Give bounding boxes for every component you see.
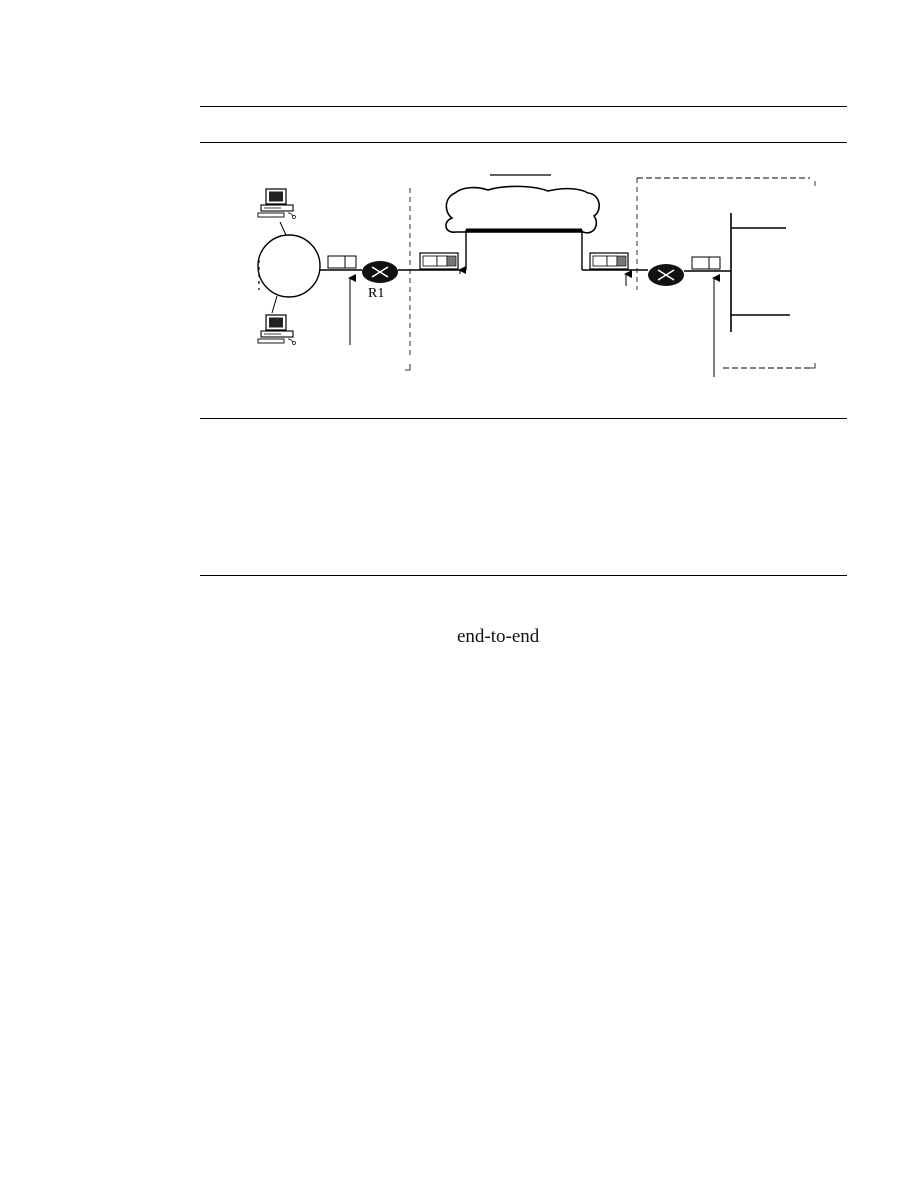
computer-top-icon [258, 189, 296, 219]
top-rule [200, 106, 847, 107]
right-region-bottom-corner [810, 363, 815, 368]
packet-icon [692, 257, 720, 269]
packet-icon [590, 253, 628, 269]
section-bottom-rule [200, 575, 847, 576]
router-r1-label: R1 [368, 286, 385, 301]
ring-network [258, 235, 320, 297]
end-to-end-label: end-to-end [457, 626, 540, 647]
packet-icon [328, 256, 356, 268]
network-diagram [200, 150, 840, 390]
computer-bottom-icon [258, 315, 296, 345]
figure-bottom-rule [200, 418, 847, 419]
packet-icon [420, 253, 458, 269]
router-right-icon [648, 264, 684, 286]
left-boundary-corner [405, 364, 410, 370]
router-r1-icon [362, 261, 398, 283]
figure-top-rule [200, 142, 847, 143]
wan-cloud [446, 186, 599, 232]
bottom-host-link [272, 296, 277, 313]
top-host-link [280, 222, 286, 235]
